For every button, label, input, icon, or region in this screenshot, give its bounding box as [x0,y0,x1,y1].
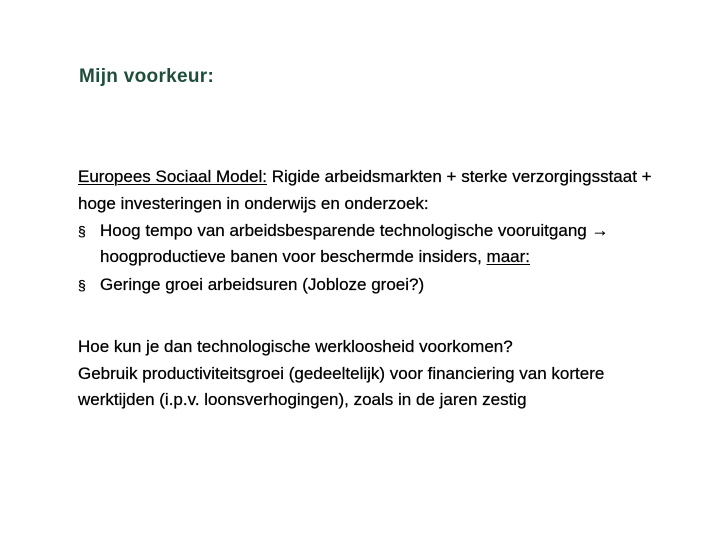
slide-body [78,164,678,414]
bullet-marker: § [78,277,86,293]
bullet-list [78,218,678,298]
bullet-marker: § [78,223,86,239]
question-text: Hoe kun je dan technologische werkloosheid voorkomen? [78,337,513,356]
bullet-text: Geringe groei arbeidsuren (Jobloze groei?) [100,275,425,294]
bullet-item [78,218,678,270]
question-paragraph [78,334,678,414]
bullet-underlined-text: maar: [486,247,530,266]
spacer [78,298,678,334]
slide-title: Mijn voorkeur: [79,66,215,87]
intro-text: Rigide arbeidsmarkten + sterke verzorgingsstaat + hoge investeringen in onderwijs en onderzoek: [78,167,652,213]
answer-text: Gebruik productiviteitsgroei (gedeeltelijk) voor financiering van kortere werktijden (i.p.v. loonsverhogingen), zoals in de jaren zestig [78,363,605,409]
bullet-item [78,272,678,298]
intro-underlined-term: Europees Sociaal Model: [78,167,268,186]
intro-paragraph [78,164,678,217]
bullet-text: Hoog tempo van arbeidsbesparende technologische vooruitgang → hoogproductieve banen voor beschermde insiders, [100,221,609,266]
